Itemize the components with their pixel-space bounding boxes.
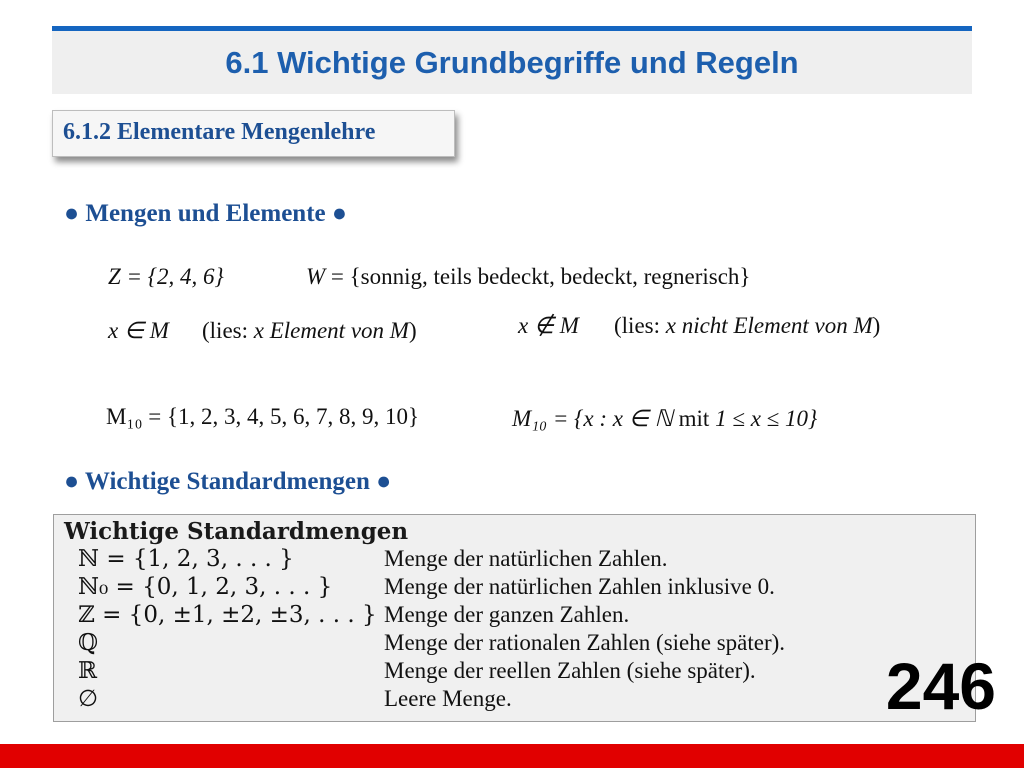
bullet-heading-sets-elements: ● Mengen und Elemente ● — [64, 200, 347, 227]
m10-cond: 1 ≤ x ≤ 10} — [715, 406, 818, 431]
page-title: 6.1 Wichtige Grundbegriffe und Regeln — [225, 45, 799, 80]
reading-suffix: ) — [408, 318, 417, 343]
set-symbol: ℕ = {1, 2, 3, . . . } — [78, 546, 294, 572]
set-description: Leere Menge. — [384, 686, 512, 711]
footer-bar — [0, 744, 1024, 768]
set-description: Menge der ganzen Zahlen. — [384, 602, 630, 627]
set-description: Menge der natürlichen Zahlen. — [384, 546, 668, 571]
set-symbol: ℚ — [78, 630, 99, 656]
table-row — [54, 630, 975, 658]
standard-sets-table — [53, 514, 976, 722]
formula-z-set: Z = {2, 4, 6} — [108, 264, 224, 289]
m10-mid: mit — [672, 406, 716, 431]
section-label-box — [52, 110, 455, 157]
table-row — [54, 574, 975, 602]
set-symbol: ℤ = {0, ±1, ±2, ±3, . . . } — [78, 602, 377, 628]
table-row — [54, 658, 975, 686]
reading-prefix: (lies: — [614, 313, 666, 338]
set-description: Menge der natürlichen Zahlen inklusive 0. — [384, 574, 775, 599]
formula-m10-enumeration: M₁₀ = {1, 2, 3, 4, 5, 6, 7, 8, 9, 10} — [106, 404, 420, 429]
reading-suffix: ) — [872, 313, 881, 338]
m10-prefix: M₁₀ = {x : x ∈ ℕ — [512, 406, 673, 431]
formula-w-body: = {sonnig, teils bedeckt, bedeckt, regnerisch} — [325, 264, 751, 289]
standard-sets-title: Wichtige Standardmengen — [64, 518, 409, 545]
set-symbol: ℕ₀ = {0, 1, 2, 3, . . . } — [78, 574, 333, 600]
formula-x-notin-m-reading — [614, 313, 880, 339]
formula-x-notin-m: x ∉ M — [518, 313, 579, 338]
table-row — [54, 602, 975, 630]
formula-x-in-m-reading — [202, 318, 417, 344]
table-row — [54, 686, 975, 714]
set-symbol: ∅ — [78, 686, 99, 712]
set-description: Menge der rationalen Zahlen (siehe später). — [384, 630, 786, 655]
formula-w-set — [306, 264, 750, 290]
reading-text: x nicht Element von M — [665, 313, 873, 338]
formula-w-var: W — [306, 264, 326, 289]
bullet-heading-standard-sets: ● Wichtige Standardmengen ● — [64, 468, 392, 495]
title-bar — [52, 26, 972, 94]
section-title: 6.1.2 Elementare Mengenlehre — [63, 119, 376, 145]
set-symbol: ℝ — [78, 658, 98, 684]
reading-prefix: (lies: — [202, 318, 254, 343]
page-number: 246 — [885, 649, 996, 723]
formula-x-in-m: x ∈ M — [108, 318, 169, 343]
reading-text: x Element von M — [253, 318, 409, 343]
formula-m10-condition — [512, 406, 817, 432]
table-row — [54, 546, 975, 574]
set-description: Menge der reellen Zahlen (siehe später). — [384, 658, 756, 683]
